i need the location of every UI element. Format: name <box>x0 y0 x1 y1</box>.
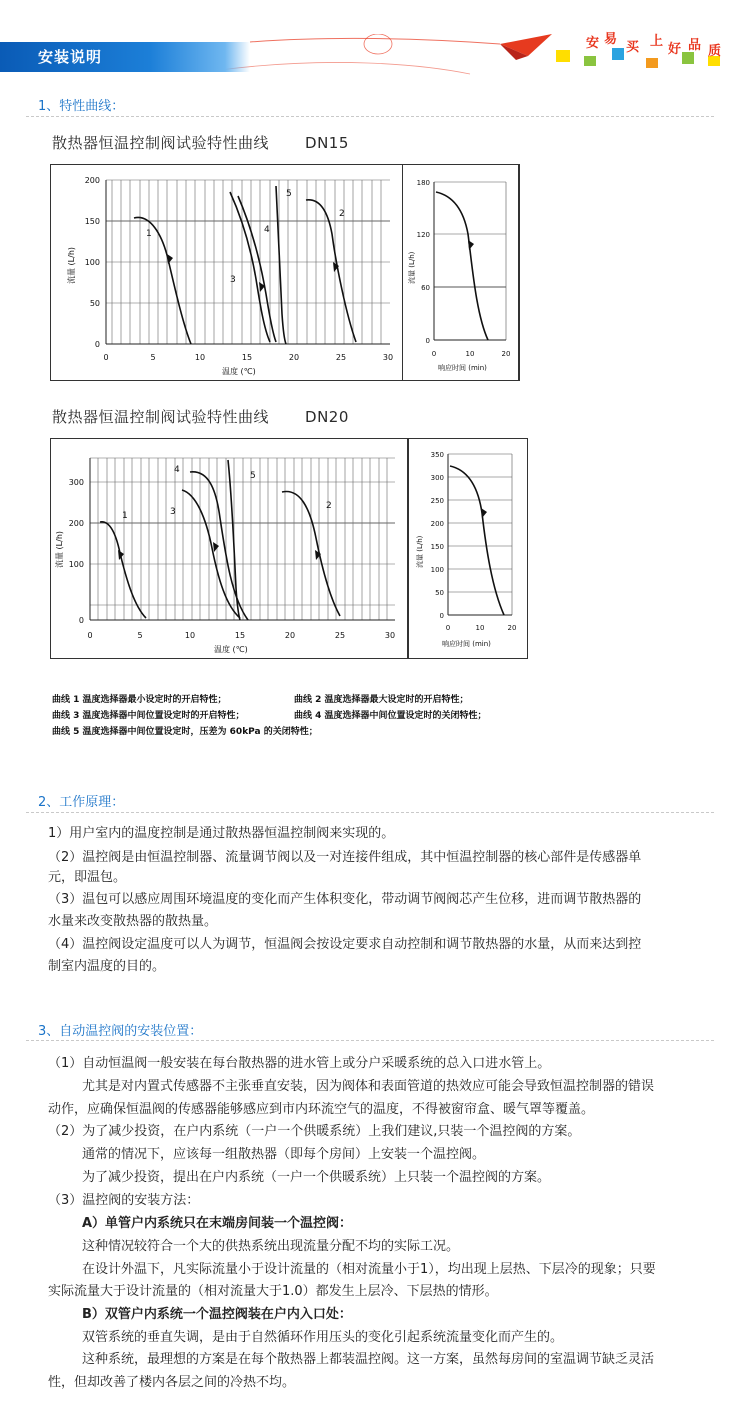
curve-label: 2 <box>326 501 332 511</box>
x-tick: 15 <box>234 631 246 640</box>
text-line: 水量来改变散热器的散热量。 <box>48 914 218 929</box>
text-line: （2）温控阀是由恒温控制器、流量调节阀以及一对连接件组成，其中恒温控制器的核心部件是传感器单 <box>48 850 642 865</box>
y-tick: 100 <box>430 566 444 574</box>
y-axis-label: 流量 (L/h) <box>416 535 424 568</box>
legend-item: 曲线 1 温度选择器最小设定时的开启特性； <box>52 695 227 705</box>
dn15-response-chart <box>402 164 520 382</box>
x-axis-label: 温度 (℃) <box>222 367 256 376</box>
slogan-char: 好 <box>668 42 682 57</box>
dn15-grid <box>106 180 390 344</box>
text-line: 在设计外温下，凡实际流量小于设计流量的（相对流量小于1），均出现上层热、下层冷的现象；只要 <box>82 1262 656 1277</box>
y-axis-label: 流量 (L/h) <box>67 246 76 284</box>
curve-label: 3 <box>230 275 236 285</box>
y-tick: 200 <box>68 519 84 528</box>
x-tick: 0 <box>87 631 93 640</box>
curve-label: 1 <box>122 511 128 521</box>
y-tick: 150 <box>430 543 444 551</box>
text-line: （3）温包可以感应周围环境温度的变化而产生体积变化，带动调节阀阀芯产生位移，进而调节散热器的 <box>48 892 642 907</box>
chart-title-dn20 <box>52 406 349 427</box>
y-tick: 300 <box>430 474 444 482</box>
x-axis-label: 响应时间 (min) <box>442 640 491 648</box>
y-tick: 0 <box>439 612 444 620</box>
y-tick: 60 <box>421 284 430 292</box>
slogan-char: 易 <box>604 32 618 47</box>
y-tick: 150 <box>84 217 100 226</box>
curve-label: 5 <box>286 189 292 199</box>
x-tick: 20 <box>507 624 517 632</box>
x-tick: 5 <box>137 631 143 640</box>
y-tick: 100 <box>84 258 100 267</box>
divider <box>26 1040 714 1041</box>
y-tick: 0 <box>94 340 100 349</box>
x-tick: 10 <box>184 631 196 640</box>
page-title: 安装说明 <box>0 42 250 72</box>
text-line: 双管系统的垂直失调，是由于自然循环作用压头的变化引起系统流量变化而产生的。 <box>82 1330 564 1345</box>
text-line: 通常的情况下，应该每一组散热器（即每个房间）上安装一个温控阀。 <box>82 1147 486 1162</box>
x-tick: 0 <box>431 350 437 358</box>
dn15-curve-labels <box>146 189 345 285</box>
x-axis-label: 温度 (℃) <box>214 645 248 654</box>
y-tick: 0 <box>78 616 84 625</box>
x-axis-label: 响应时间 (min) <box>438 364 487 372</box>
text-line: 元，即温包。 <box>48 870 127 885</box>
curve-label: 4 <box>264 225 270 235</box>
y-tick: 120 <box>416 231 430 239</box>
text-line: 1）用户室内的温度控制是通过散热器恒温控制阀来实现的。 <box>48 826 395 841</box>
x-tick: 10 <box>475 624 485 632</box>
text-line: 性，但却改善了楼内各层之间的冷热不均。 <box>48 1375 296 1390</box>
section-title-principle: 2、工作原理： <box>38 795 125 810</box>
x-tick: 25 <box>334 631 346 640</box>
y-axis-label: 流量 (L/h) <box>408 251 416 284</box>
x-tick: 5 <box>150 353 156 362</box>
chart-size-label: DN15 <box>305 134 349 152</box>
y-tick: 300 <box>68 478 84 487</box>
x-tick: 0 <box>103 353 109 362</box>
section-title-curves: 1、特性曲线： <box>38 99 125 114</box>
curve-label: 4 <box>174 465 180 475</box>
text-line: （1）自动恒温阀一般安装在每台散热器的进水管上或分户采暖系统的总入口进水管上。 <box>48 1056 551 1071</box>
slogan-char: 上 <box>650 34 664 49</box>
dn20-chart <box>50 438 408 660</box>
y-tick: 350 <box>430 451 444 459</box>
x-tick: 30 <box>384 631 396 640</box>
y-tick: 50 <box>435 589 444 597</box>
chart-title-text: 散热器恒温控制阀试验特性曲线 <box>52 134 270 152</box>
text-line: （2）为了减少投资，在户内系统（一户一个供暖系统）上我们建议,只装一个温控阀的方案。 <box>48 1124 581 1139</box>
x-tick: 10 <box>194 353 206 362</box>
text-line: 实际流量大于设计流量的（相对流量大于1.0）都发生上层冷、下层热的情形。 <box>48 1284 498 1299</box>
dn20-response-chart <box>408 438 528 660</box>
text-line: 动作，应确保恒温阀的传感器能够感应到市内环流空气的温度，不得被窗帘盒、暖气罩等覆盖。 <box>48 1102 595 1117</box>
section-title-installation: 3、自动温控阀的安装位置： <box>38 1024 203 1039</box>
dn15-curves <box>134 186 356 344</box>
curve-label: 1 <box>146 229 152 239</box>
legend-item: 曲线 4 温度选择器中间位置设定时的关闭特性； <box>294 711 487 721</box>
chart-title-text: 散热器恒温控制阀试验特性曲线 <box>52 408 270 426</box>
subheading-a: A）单管户内系统只在末端房间装一个温控阀： <box>82 1216 353 1231</box>
subheading-b: B）双管户内系统一个温控阀装在户内入口处： <box>82 1307 352 1322</box>
slogan-char: 品 <box>688 38 702 53</box>
legend-item: 曲线 3 温度选择器中间位置设定时的开启特性； <box>52 711 245 721</box>
text-line: 为了减少投资，提出在户内系统（一户一个供暖系统）上只装一个温控阀的方案。 <box>82 1170 551 1185</box>
x-tick: 10 <box>465 350 475 358</box>
legend-item: 曲线 2 温度选择器最大设定时的开启特性； <box>294 695 469 705</box>
text-line: 这种情况较符合一个大的供热系统出现流量分配不均的实际工况。 <box>82 1239 460 1254</box>
slogan-char: 质 <box>708 44 722 59</box>
legend-item: 曲线 5 温度选择器中间位置设定时，压差为 60kPa 的关闭特性； <box>52 727 318 737</box>
chart-title-dn15 <box>52 132 349 153</box>
y-tick: 180 <box>416 179 430 187</box>
x-tick: 15 <box>241 353 253 362</box>
text-line: 这种系统，最理想的方案是在每个散热器上都装温控阀。这一方案，虽然每房间的室温调节缺乏灵活 <box>82 1352 655 1367</box>
text-line: 尤其是对内置式传感器不主张垂直安装，因为阀体和表面管道的热效应可能会导致恒温控制器的错误 <box>82 1079 655 1094</box>
y-axis-label: 流量 (L/h) <box>55 530 64 568</box>
divider <box>26 812 714 813</box>
text-line: （4）温控阀设定温度可以人为调节，恒温阀会按设定要求自动控制和调节散热器的水量，从而来达到控 <box>48 937 642 952</box>
x-tick: 25 <box>335 353 347 362</box>
dn15-yticks <box>85 176 100 349</box>
chart-size-label: DN20 <box>305 408 349 426</box>
text-line: （3）温控阀的安装方法： <box>48 1193 200 1208</box>
curve-legend <box>52 692 712 742</box>
curve-label: 3 <box>170 507 176 517</box>
y-tick: 200 <box>84 176 100 185</box>
curve-label: 5 <box>250 471 256 481</box>
y-tick: 100 <box>68 560 84 569</box>
y-tick: 50 <box>89 299 100 308</box>
divider <box>26 116 714 117</box>
dn15-xticks <box>103 353 393 362</box>
y-tick: 250 <box>430 497 444 505</box>
slogan-char: 安 <box>586 36 600 51</box>
x-tick: 30 <box>382 353 394 362</box>
y-tick: 0 <box>425 337 430 345</box>
x-tick: 0 <box>445 624 451 632</box>
slogan-char: 买 <box>626 40 640 55</box>
x-tick: 20 <box>501 350 511 358</box>
curve-label: 2 <box>339 209 345 219</box>
y-tick: 200 <box>430 520 444 528</box>
x-tick: 20 <box>288 353 300 362</box>
text-line: 制室内温度的目的。 <box>48 959 166 974</box>
x-tick: 20 <box>284 631 296 640</box>
